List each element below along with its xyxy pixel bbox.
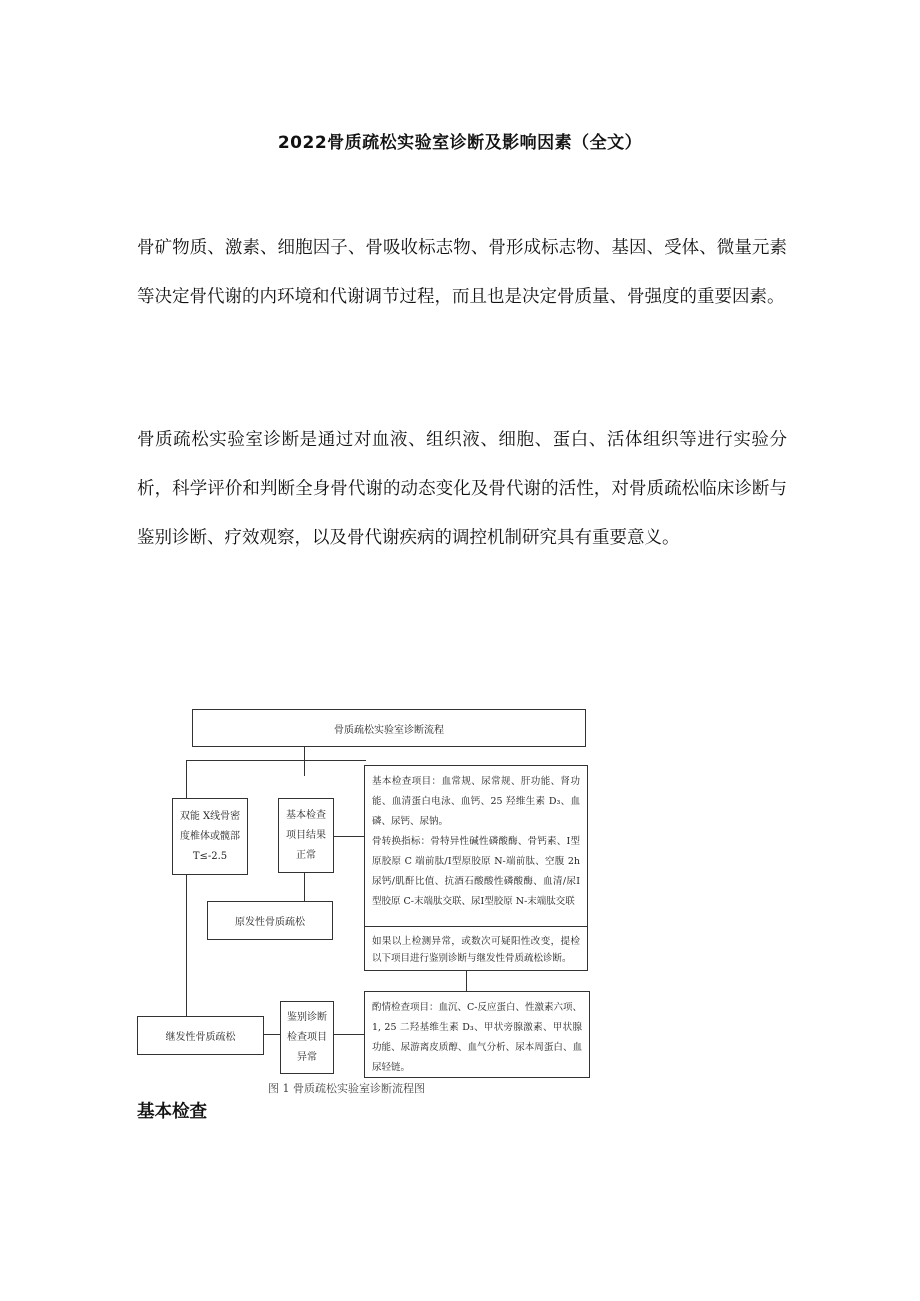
flow-box-basic-items: 基本检查项目：血常规、尿常规、肝功能、肾功能、血清蛋白电泳、血钙、25 羟维生素 D₃、血磷、尿钙、尿钠。 骨转换指标：骨特异性碱性磷酸酶、骨钙素、Ⅰ型原胶原 C 端前肽/Ⅰ型原胶原 N-端前肽、空腹 2h 尿钙/肌酐比值、抗酒石酸酸性磷酸酶、血清/尿Ⅰ型胶原 C-末端肽交联、尿Ⅰ型胶原 N-末端肽交联 — [364, 765, 588, 927]
flow-box-abnormal-note: 如果以上检测异常，或数次可疑阳性改变，提检以下项目进行鉴别诊断与继发性骨质疏松诊断。 — [364, 926, 588, 971]
connector — [333, 836, 364, 837]
flow-box-optional-items: 酌情检查项目：血沉、C-反应蛋白、性激素六项、1, 25 二羟基维生素 D₃、甲状旁腺激素、甲状腺功能、尿游离皮质醇、血气分析、尿本周蛋白、血尿轻链。 — [364, 991, 590, 1078]
connector — [186, 760, 366, 761]
flow-box-basic-check: 基本检查项目结果正常 — [278, 798, 334, 873]
flow-box-secondary: 继发性骨质疏松 — [137, 1016, 264, 1055]
flow-box-top: 骨质疏松实验室诊断流程 — [192, 709, 586, 747]
connector — [263, 1034, 280, 1035]
document-title: 2022骨质疏松实验室诊断及影响因素（全文） — [277, 133, 643, 153]
connector — [466, 970, 467, 992]
flow-box-dxa: 双能 X线骨密度椎体或髋部 T≤-2.5 — [172, 798, 248, 875]
connector — [186, 874, 187, 1017]
flow-box-differential: 鉴别诊断检查项目异常 — [280, 1001, 334, 1074]
connector — [304, 872, 305, 902]
figure-caption: 图 1 骨质疏松实验室诊断流程图 — [268, 1082, 425, 1095]
connector — [186, 760, 187, 799]
flow-box-primary: 原发性骨质疏松 — [207, 901, 333, 940]
paragraph-2: 骨质疏松实验室诊断是通过对血液、组织液、细胞、蛋白、活体组织等进行实验分析，科学评价和判断全身骨代谢的动态变化及骨代谢的活性，对骨质疏松临床诊断与鉴别诊断、疗效观察，以及骨代谢疾病的调控机制研究具有重要意义。 — [137, 430, 787, 548]
section-heading: 基本检查 — [137, 1102, 207, 1122]
paragraph-1: 骨矿物质、激素、细胞因子、骨吸收标志物、骨形成标志物、基因、受体、微量元素等决定骨代谢的内环境和代谢调节过程，而且也是决定骨质量、骨强度的重要因素。 — [137, 238, 787, 307]
connector — [333, 1034, 364, 1035]
